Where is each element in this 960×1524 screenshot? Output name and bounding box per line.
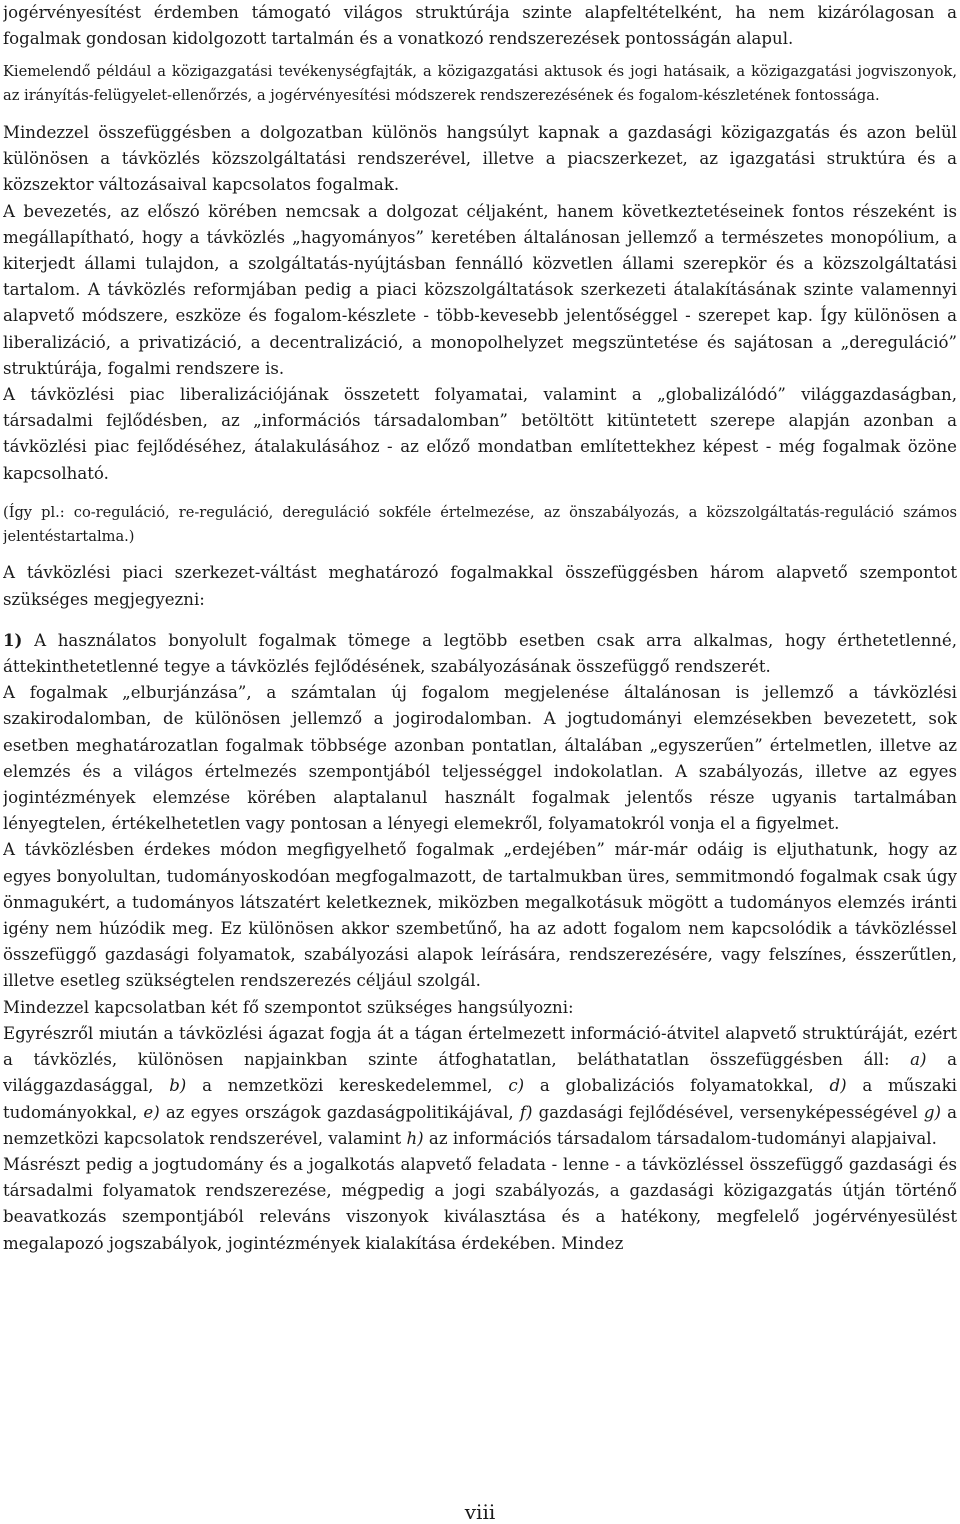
paragraph-8-text: A használatos bonyolult fogalmak tömege a legtöbb esetben csak arra alkalmas, hogy érthetetlenné, áttekinthetetlenné tegye a távközlés fejlődésének, szabályozásának összefüggő rendszerét. [3, 630, 957, 677]
list-number-1: 1) [3, 629, 23, 650]
p12-text-6: gazdasági fejlődésével, versenyképességével [532, 1102, 924, 1122]
paragraph-3: Mindezzel összefüggésben a dolgozatban különös hangsúlyt kapnak a gazdasági közigazgatás és azon belül különösen a távközlés közszolgáltatási rendszerével, illetve a piacszerkezet, az igazgatási struktúra és a közszektor változásaival kapcsolatos fogalmak. [3, 123, 957, 195]
paragraph-11: Mindezzel kapcsolatban két fő szempontot szükséges hangsúlyozni: [3, 997, 574, 1017]
paragraph-8 [3, 627, 957, 680]
enum-b: b) [169, 1076, 187, 1096]
enum-g: g) [923, 1102, 941, 1122]
paragraph-13: Másrészt pedig a jogtudomány és a jogalkotás alapvető feladata - lenne - a távközléssel összefüggő gazdasági és társadalmi folyamatok rendszerezése, mégpedig a jogi szabályozás, a gazdasági közigazgatás útján történő beavatkozás szempontjából releváns viszonyok kiválasztása és a hatékony, megfelelő jogérvényesülést megalapozó jogszabályok, jogintézmények kialakítása érdekében. Mindez [3, 1154, 957, 1253]
p12-text-1: a világgazdasággal, [3, 1050, 957, 1096]
p12-text-4: a műszaki tudományokkal, [3, 1076, 957, 1122]
paragraph-7: A távközlési piaci szerkezet-váltást meghatározó fogalmakkal összefüggésben három alapvető szempontot szükséges megjegyezni: [3, 563, 957, 609]
paragraph-9: A fogalmak „elburjánzása”, a számtalan új fogalom megjelenése általánosan is jellemző a távközlési szakirodalomban, de különösen jellemző a jogirodalomban. A jogtudományi elemzésekben bevezetett, sok esetben meghatározatlan fogalmak többsége azonban pontatlan, általában „egyszerűen” értelmetlen, illetve az elemzés és a világos értelmezés szempontjából teljességgel indokolatlan. A szabályozás, illetve az egyes jogintézmények elemzése körében alaptalanul használt fogalmak jelentős része ugyanis tartalmában lényegtelen, értékelhetetlen vagy pontosan a lényegi elemekről, folyamatokról vonja el a figyelmet. [3, 683, 957, 834]
enum-h: h) [406, 1128, 424, 1148]
page-number: viii [464, 1500, 496, 1524]
enum-e: e) [143, 1102, 160, 1122]
document-page [3, 0, 957, 1524]
p12-text-0: Egyrészről miután a távközlési ágazat fogja át a tágan értelmezett információ-átvitel alapvető struktúráját, ezért a távközlés, különösen napjainkban szinte átfoghatatlan, beláthatatlan összefüggésben áll: [3, 1023, 957, 1070]
paragraph-6: (Így pl.: co-reguláció, re-reguláció, dereguláció sokféle értelmezése, az önszabályozás, a közszolgáltatás-reguláció számos jelentéstartalma.) [3, 503, 957, 545]
enum-a: a) [910, 1050, 927, 1070]
p12-text-2: a nemzetközi kereskedelemmel, [186, 1076, 509, 1096]
p12-text-3: a globalizációs folyamatokkal, [524, 1076, 830, 1096]
paragraph-1: jogérvényesítést érdemben támogató világos struktúrája szinte alapfeltételként, ha nem kizárólagosan a fogalmak gondosan kidolgozott tartalmán és a vonatkozó rendszerezések pontosságán alapul. [3, 3, 957, 49]
enum-f: f) [519, 1102, 533, 1122]
p12-text-5: az egyes országok gazdaságpolitikájával, [159, 1102, 520, 1122]
paragraph-2: Kiemelendő például a közigazgatási tevékenységfajták, a közigazgatási aktusok és jogi hatásaik, a közigazgatási jogviszonyok, az irányítás-felügyelet-ellenőrzés, a jogérvényesítési módszerek rendszerezésének és fogalom-készletének fontossága. [3, 63, 957, 105]
enum-c: c) [508, 1076, 525, 1096]
enum-d: d) [829, 1076, 847, 1096]
paragraph-5: A távközlési piac liberalizációjának összetett folyamatai, valamint a „globalizálódó” világgazdaságban, társadalmi fejlődésben, az „információs társadalomban” betöltött kitüntetett szerepe alapján azonban a távközlési piac fejlődéséhez, átalakulásához - az előző mondatban említettekhez képest - még fogalmak özöne kapcsolható. [3, 385, 957, 483]
p12-text-7: a nemzetközi kapcsolatok rendszerével, valamint [3, 1102, 957, 1148]
paragraph-4: A bevezetés, az előszó körében nemcsak a dolgozat céljaként, hanem következtetéseinek fontos részeként is megállapítható, hogy a távközlés „hagyományos” keretében általánosan jellemző a természetes monopólium, a kiterjedt állami tulajdon, a szolgáltatás-nyújtásban fennálló közvetlen állami szerepkör és a közszolgáltatási tartalom. A távközlés reformjában pedig a piaci közszolgáltatások szerkezeti átalakításának szinte valamennyi alapvető módszere, eszköze és fogalom-készlete - több-kevesebb jelentőséggel - szerepet kap. Így különösen a liberalizáció, a privatizáció, a decentralizáció, a monopolhelyzet megszüntetése és sajátosan a „dereguláció” struktúrája, fogalmi rendszere is. [3, 201, 957, 378]
p12-text-8: az információs társadalom társadalom-tudományi alapjaival. [423, 1128, 937, 1148]
paragraph-10: A távközlésben érdekes módon megfigyelhető fogalmak „erdejében” már-már odáig is eljuthatunk, hogy az egyes bonyolultan, tudományoskodóan megfogalmazott, de tartalmukban üres, semmitmondó fogalmak csak úgy önmagukért, a tudományos látszatért keletkeznek, miközben megalkotásuk mögött a tudományos elemzés iránti igény nem húzódik meg. Ez különösen akkor szembetűnő, ha az adott fogalom nem kapcsolódik a távközléssel összefüggő gazdasági folyamatok, szabályozási alapok leírására, rendszerezésére, vagy felszínes, ésszerűtlen, illetve esetleg szükségtelen rendszerezés céljául szolgál. [3, 840, 957, 991]
paragraph-12 [3, 1021, 957, 1152]
